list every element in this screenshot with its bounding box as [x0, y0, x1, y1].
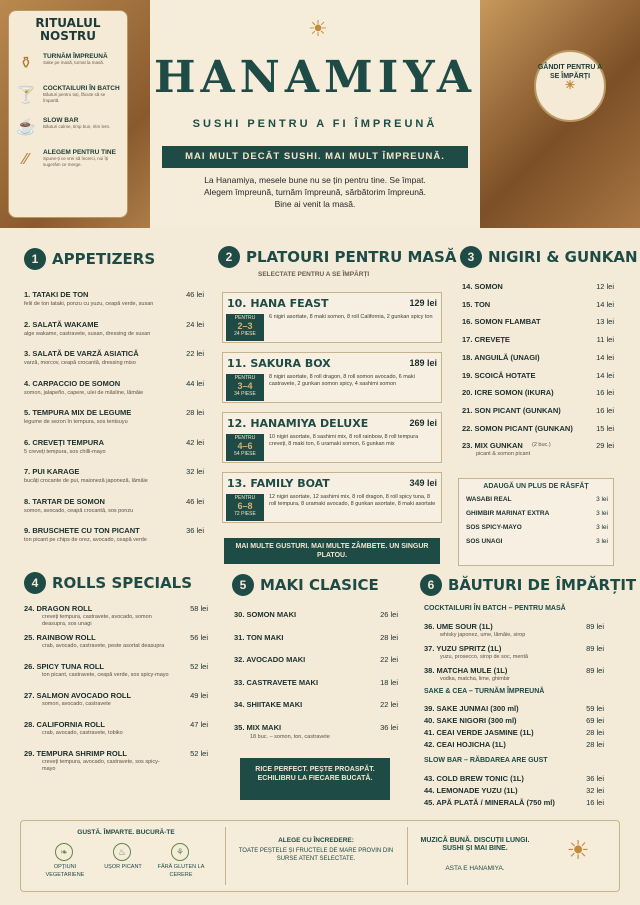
badge-text: GÂNDIT PENTRU A SE ÎMPĂRȚI: [537, 64, 603, 80]
menu-item-price: 14 lei: [596, 299, 614, 309]
extra-item-name[interactable]: GHIMBIR MARINAT EXTRA: [466, 510, 550, 517]
tagline-bar: MAI MULT DECÂT SUSHI. MAI MULT ÎMPREUNĂ.: [162, 146, 468, 168]
platter-size-text: 2–3: [237, 321, 253, 331]
menu-item-price: 14 lei: [596, 352, 614, 362]
menu-item-price: 28 lei: [186, 408, 204, 417]
menu-item-name[interactable]: 18. ANGUILĂ (UNAGI): [462, 352, 540, 362]
section-title: NIGIRI & GUNKAN: [488, 248, 638, 266]
menu-item-name[interactable]: 23. MIX GUNKAN: [462, 441, 523, 451]
platter-card: [222, 292, 442, 343]
section-number: 4: [24, 572, 46, 594]
menu-item-name[interactable]: 14. SOMON: [462, 282, 503, 291]
menu-item-desc: vodka, matcha, lime, ghimbir: [440, 676, 510, 682]
divider: [407, 827, 408, 885]
platter-desc: 6 nigiri asortate, 8 maki somon, 8 roll California, 2 gunkan spicy ton: [269, 314, 433, 320]
platter-desc: 8 nigiri asortate, 8 roll dragon, 8 roll somon avocado, 6 maki castravete, 2 gunkan somon spicy, 4 sashimi somon: [269, 374, 415, 387]
menu-item-price: 49 lei: [190, 691, 208, 700]
platter-size-text: PENTRU: [234, 375, 256, 381]
section-title: APPETIZERS: [52, 250, 156, 268]
platter-name[interactable]: 12. HANAMIYA DELUXE: [227, 417, 369, 430]
section-header-platouri: [218, 246, 456, 268]
footer-title: ALEGE CU ÎNCREDERE:: [278, 837, 354, 844]
footer-text: ASTA E HANAMIYA.: [445, 865, 505, 872]
menu-item-price: 46 lei: [186, 290, 204, 299]
extra-item-name[interactable]: SOS SPICY-MAYO: [466, 524, 522, 531]
platter-price: 269 lei: [409, 418, 437, 428]
extra-item-price: 3 lei: [596, 510, 608, 517]
platter-size-text: 3–4: [237, 381, 253, 391]
menu-item-price: 16 lei: [596, 405, 614, 415]
wheat-icon: ⚘: [171, 843, 189, 861]
divider: [225, 827, 226, 885]
menu-item-price: 58 lei: [190, 604, 208, 613]
menu-item-name[interactable]: 9. BRUSCHETE CU TON PICANT: [24, 526, 140, 535]
extra-item-price: 3 lei: [596, 538, 608, 545]
section-header-bauturi: [420, 574, 636, 596]
platter-size-text: PENTRU: [234, 495, 256, 501]
platter-size-box: [226, 314, 264, 341]
footer-title: GUSTĂ. ÎMPARTE. BUCURĂ-TE: [77, 829, 175, 836]
section-subtitle: SELECTATE PENTRU A SE ÎMPĂRȚI: [258, 271, 370, 278]
glass-icon: ☕: [16, 119, 36, 136]
section-title: MAKI CLASICE: [260, 576, 379, 594]
platter-price: 129 lei: [409, 298, 437, 308]
menu-item-name[interactable]: 43. COLD BREW TONIC (1L): [424, 774, 524, 783]
platter-size-text: 72 PIESE: [234, 511, 256, 517]
maki-banner: RICE PERFECT. PEȘTE PROASPĂT. ECHILIBRU LA FIECARE BUCATĂ.: [240, 758, 390, 800]
platouri-banner: MAI MULTE GUSTURI. MAI MULTE ZÂMBETE. UN SINGUR PLATOU.: [224, 538, 440, 564]
section-number: 3: [460, 246, 482, 268]
menu-item-name[interactable]: 36. UME SOUR (1L): [424, 622, 493, 631]
menu-item-name[interactable]: 40. SAKE NIGORI (300 ml): [424, 716, 517, 725]
ritual-item: [15, 149, 121, 171]
platter-name[interactable]: 11. SAKURA BOX: [227, 357, 331, 370]
menu-item-name[interactable]: 27. SALMON AVOCADO ROLL: [24, 691, 132, 700]
menu-item-price: 89 lei: [586, 644, 604, 653]
platter-size-text: 4–6: [237, 441, 253, 451]
section-number: 6: [420, 574, 442, 596]
menu-item-name[interactable]: 31. TON MAKI: [234, 632, 284, 642]
menu-item-desc: 18 buc. – somon, ton, castravete: [250, 733, 330, 740]
menu-item-name[interactable]: 39. SAKE JUNMAI (300 ml): [424, 704, 519, 713]
footer-title: MUZICĂ BUNĂ. DISCUȚII LUNGI. SUSHI ȘI MAI BINE.: [420, 837, 530, 852]
extra-item-name[interactable]: SOS UNAGI: [466, 538, 503, 545]
menu-item-price: 56 lei: [190, 633, 208, 642]
menu-item-price: 59 lei: [586, 704, 604, 713]
menu-item-desc: crab, avocado, castravete, tobiko: [42, 730, 123, 736]
menu-item-name[interactable]: 38. MATCHA MULE (1L): [424, 666, 508, 675]
menu-item-price: 36 lei: [380, 722, 398, 732]
menu-item-price: 15 lei: [596, 423, 614, 433]
menu-item-price: 16 lei: [586, 798, 604, 807]
menu-item-price: 13 lei: [596, 317, 614, 327]
menu-item-name[interactable]: 41. CEAI VERDE JASMINE (1L): [424, 728, 534, 737]
menu-item-name[interactable]: 6. CREVEȚI TEMPURA: [24, 437, 105, 447]
menu-item-desc: creveți tempura, castravete, avocado, somon deasupra, sos unagi: [42, 614, 152, 627]
menu-item-name[interactable]: 30. SOMON MAKI: [234, 610, 297, 619]
menu-item-price: 14 lei: [596, 370, 614, 380]
menu-item-price: 52 lei: [190, 662, 208, 671]
platter-desc: 12 nigiri asortate, 12 sashimi mix, 8 roll dragon, 8 roll spicy tuna, 8 roll tempura, 8 uramaki avocado, 8 gunkan asortate, 8 maki asortate: [269, 494, 436, 507]
menu-item-desc: creveți tempura, avocado, castravete, sos spicy-mayo: [42, 759, 160, 772]
drinks-group-title: COCKTAILURI ÎN BATCH – PENTRU MASĂ: [424, 605, 566, 612]
menu-item-name[interactable]: 32. AVOCADO MAKI: [234, 655, 306, 664]
menu-item-price: 22 lei: [186, 349, 204, 358]
menu-item-name[interactable]: 16. SOMON FLAMBAT: [462, 317, 541, 327]
menu-item-desc: crab, avocado, castravete, peste asortat deasupra: [42, 643, 165, 649]
section-number: 5: [232, 574, 254, 596]
section-number: 1: [24, 248, 46, 270]
menu-item-price: 28 lei: [380, 632, 398, 642]
platter-size-text: 54 PIESE: [234, 451, 256, 457]
menu-item-price: 69 lei: [586, 716, 604, 725]
menu-item-name[interactable]: 20. ICRE SOMON (IKURA): [462, 388, 554, 398]
section-header-appetizers: [24, 248, 155, 270]
ritual-item-title: TURNĂM ÎMPREUNĂ: [43, 53, 108, 60]
menu-item-desc: felii de ton tataki, ponzu cu yuzu, ceapă verde, susan: [24, 301, 154, 307]
menu-item-price: 28 lei: [586, 728, 604, 737]
menu-item-desc: somon, jalapeño, capere, ulei de măsline, lămâie: [24, 389, 144, 396]
extra-item-name[interactable]: WASABI REAL: [466, 496, 512, 503]
footer: [20, 820, 620, 892]
menu-item-desc: somon, avocado, castravete: [42, 701, 111, 707]
platter-size-text: PENTRU: [234, 315, 256, 321]
menu-item-name[interactable]: 33. CASTRAVETE MAKI: [234, 677, 319, 687]
menu-item-name[interactable]: 7. PUI KARAGE: [24, 467, 80, 476]
platter-size-text: 34 PIESE: [234, 391, 256, 397]
platter-desc: 10 nigiri asortate, 8 sashimi mix, 8 roll rainbow, 8 roll tempura creveți, 8 maki ton, 6 uramaki somon, 6 gunkan mix: [269, 434, 419, 447]
menu-item-price: 22 lei: [380, 655, 398, 664]
section-number: 2: [218, 246, 240, 268]
section-header-rolls: [24, 572, 192, 594]
menu-item-name[interactable]: 28. CALIFORNIA ROLL: [24, 720, 105, 729]
platter-card: [222, 352, 442, 403]
ritual-item-title: COCKTAILURI ÎN BATCH: [43, 85, 120, 92]
extra-item-price: 3 lei: [596, 496, 608, 503]
cocktail-shaker-icon: 🍸: [16, 87, 36, 104]
menu-item-name[interactable]: 45. APĂ PLATĂ / MINERALĂ (750 ml): [424, 798, 555, 807]
menu-item-name[interactable]: 3. SALATĂ DE VARZĂ ASIATICĂ: [24, 349, 139, 358]
intro-line: Bine ai venit la masă.: [274, 199, 356, 209]
footer-text: TOATE PEȘTELE ȘI FRUCTELE DE MARE PROVIN DIN SURSE ATENT SELECTATE.: [238, 848, 394, 862]
menu-item-name[interactable]: 15. TON: [462, 299, 491, 309]
footer-option: FĂRĂ GLUTEN LA CERERE: [157, 864, 205, 878]
menu-item-price: 32 lei: [186, 467, 204, 476]
extra-item-price: 3 lei: [596, 524, 608, 531]
menu-item-price: 42 lei: [186, 437, 204, 447]
menu-item-price: 36 lei: [586, 774, 604, 783]
menu-item-name[interactable]: 1. TATAKI DE TON: [24, 290, 89, 299]
chopsticks-icon: ∕∕: [23, 151, 29, 168]
menu-item-desc: ton picant, castravete, ceapă verde, sos spicy-mayo: [42, 672, 169, 678]
ritual-item: [15, 53, 121, 75]
menu-item-name[interactable]: 37. YUZU SPRITZ (1L): [424, 644, 502, 653]
menu-item-price: 32 lei: [586, 786, 604, 795]
menu-item-desc: ton picant pe chips de orez, avocado, ceapă verde: [24, 537, 147, 543]
menu-item-price: 36 lei: [186, 526, 204, 535]
sun-icon: ☀: [308, 16, 328, 41]
menu-item-name[interactable]: 24. DRAGON ROLL: [24, 604, 93, 613]
share-badge: [534, 50, 606, 122]
menu-item-name[interactable]: 29. TEMPURA SHRIMP ROLL: [24, 749, 127, 758]
ritual-item-desc: Băuturi pentru toți, făcute să se împartă.: [43, 92, 106, 103]
menu-item-name[interactable]: 8. TARTAR DE SOMON: [24, 496, 105, 506]
brand-logo: HANAMIYA: [153, 52, 477, 103]
ritual-item: [15, 117, 121, 139]
menu-item-price: 26 lei: [380, 610, 398, 619]
drinks-group-title: SAKE & CEA – TURNĂM ÎMPREUNĂ: [424, 688, 545, 695]
menu-item-name[interactable]: 19. SCOICĂ HOTATE: [462, 370, 536, 380]
menu-item-name[interactable]: 4. CARPACCIO DE SOMON: [24, 378, 121, 388]
extras-box: [458, 478, 614, 566]
platter-size-box: [226, 434, 264, 461]
ritual-item-title: SLOW BAR: [43, 117, 79, 124]
platter-size-box: [226, 374, 264, 401]
menu-item-name[interactable]: 44. LEMONADE YUZU (1L): [424, 786, 518, 795]
menu-item-name[interactable]: 26. SPICY TUNA ROLL: [24, 662, 105, 671]
menu-item-price: 11 lei: [596, 335, 614, 345]
menu-item-price: 89 lei: [586, 666, 604, 675]
menu-item-desc: whisky japonez, ume, lămâie, sirop: [440, 632, 526, 638]
menu-item-price: 16 lei: [596, 388, 614, 398]
menu-item-price: 18 lei: [380, 677, 398, 687]
menu-item-price: 89 lei: [586, 622, 604, 631]
footer-option: OPȚIUNI VEGETARIENE: [45, 864, 85, 878]
extras-title: ADAUGĂ UN PLUS DE RĂSFĂȚ: [483, 483, 589, 490]
menu-item-name[interactable]: 35. MIX MAKI: [234, 722, 282, 732]
ritual-item-desc: Spune-ți ce vrei să încerci, noi îți sugerăm ce merge.: [43, 156, 109, 167]
menu-item-name[interactable]: 17. CREVEȚE: [462, 335, 510, 345]
section-title: ROLLS SPECIALS: [52, 574, 193, 592]
sun-icon: ☀: [566, 835, 590, 865]
menu-item-price: 28 lei: [586, 740, 604, 749]
menu-item-price: 24 lei: [186, 319, 204, 329]
menu-item-name[interactable]: 21. SON PICANT (GUNKAN): [462, 405, 561, 415]
menu-item-desc: varză, morcov, ceapă crocantă, dressing miso: [24, 360, 136, 366]
menu-item-desc: picant & somon picant: [476, 451, 531, 458]
sun-icon: ☀: [564, 78, 576, 92]
platter-price: 349 lei: [409, 478, 437, 488]
ritual-card: [8, 10, 128, 218]
menu-item-desc: 5 creveți tempura, sos chilli-mayo: [24, 448, 106, 455]
section-title: PLATOURI PENTRU MASĂ: [246, 248, 457, 266]
menu-item-price: 29 lei: [596, 441, 614, 451]
platter-card: [222, 472, 442, 523]
drinks-group-title: SLOW BAR – RĂBDAREA ARE GUST: [424, 757, 548, 764]
intro-line: Alegem împreună, turnăm împreună, sărbătorim împreună.: [203, 187, 427, 197]
menu-item-name[interactable]: 2. SALATĂ WAKAME: [24, 319, 99, 329]
ritual-item-desc: Sake pe masă, turnat la masă.: [43, 60, 105, 65]
platter-name[interactable]: 13. FAMILY BOAT: [227, 477, 330, 490]
menu-item-price: 52 lei: [190, 749, 208, 758]
platter-size-text: 24 PIESE: [234, 331, 256, 337]
menu-item-name[interactable]: 25. RAINBOW ROLL: [24, 633, 96, 642]
menu-item-name[interactable]: 5. TEMPURA MIX DE LEGUME: [24, 408, 132, 417]
ritual-item: [15, 85, 121, 107]
menu-item-name[interactable]: 42. CEAI HOJICHA (1L): [424, 740, 506, 749]
menu-item-name[interactable]: 34. SHIITAKE MAKI: [234, 700, 303, 709]
platter-card: [222, 412, 442, 463]
menu-item-desc: alge wakame, castravete, susan, dressing de susan: [24, 330, 151, 337]
menu-item-price: 12 lei: [596, 282, 614, 291]
section-title: BĂUTURI DE ÎMPĂRȚIT: [448, 576, 637, 594]
chili-icon: ♨: [113, 843, 131, 861]
section-header-maki: [232, 574, 379, 596]
intro-text: [160, 174, 470, 210]
ritual-title: RITUALUL NOSTRU: [35, 16, 101, 43]
menu-item-desc: yuzu, prosecco, sirop de soc, mentă: [440, 654, 529, 660]
menu-item-note: (2 buc.): [532, 442, 551, 449]
ritual-item-desc: Băuturi calme, timp bun, ritm lent.: [43, 124, 111, 129]
platter-size-text: 6–8: [237, 501, 253, 511]
intro-line: La Hanamiya, mesele bune nu se țin pentru tine. Se împat.: [204, 175, 426, 185]
menu-item-price: 44 lei: [186, 378, 204, 388]
menu-item-price: 22 lei: [380, 700, 398, 709]
platter-name[interactable]: 10. HANA FEAST: [227, 297, 329, 310]
footer-option: UȘOR PICANT: [104, 864, 142, 870]
menu-item-name[interactable]: 22. SOMON PICANT (GUNKAN): [462, 423, 573, 433]
platter-size-box: [226, 494, 264, 521]
platter-size-text: PENTRU: [234, 435, 256, 441]
menu-item-desc: bucăți crocante de pui, maioneză japoneză, lămâie: [24, 478, 148, 484]
menu-item-desc: legume de sezon în tempura, sos tentsuyu: [24, 419, 128, 425]
platter-price: 189 lei: [409, 358, 437, 368]
brand-subtitle: SUSHI PENTRU A FI ÎMPREUNĂ: [192, 118, 438, 130]
section-header-nigiri: [460, 246, 638, 268]
menu-item-desc: somon, avocado, ceapă crocantă, sos ponzu: [24, 507, 134, 514]
sake-bottle-icon: ⚱: [19, 55, 33, 72]
ritual-item-title: ALEGEM PENTRU TINE: [43, 149, 116, 156]
menu-item-price: 47 lei: [190, 720, 208, 729]
menu-item-price: 46 lei: [186, 496, 204, 506]
leaf-icon: ❧: [55, 843, 73, 861]
